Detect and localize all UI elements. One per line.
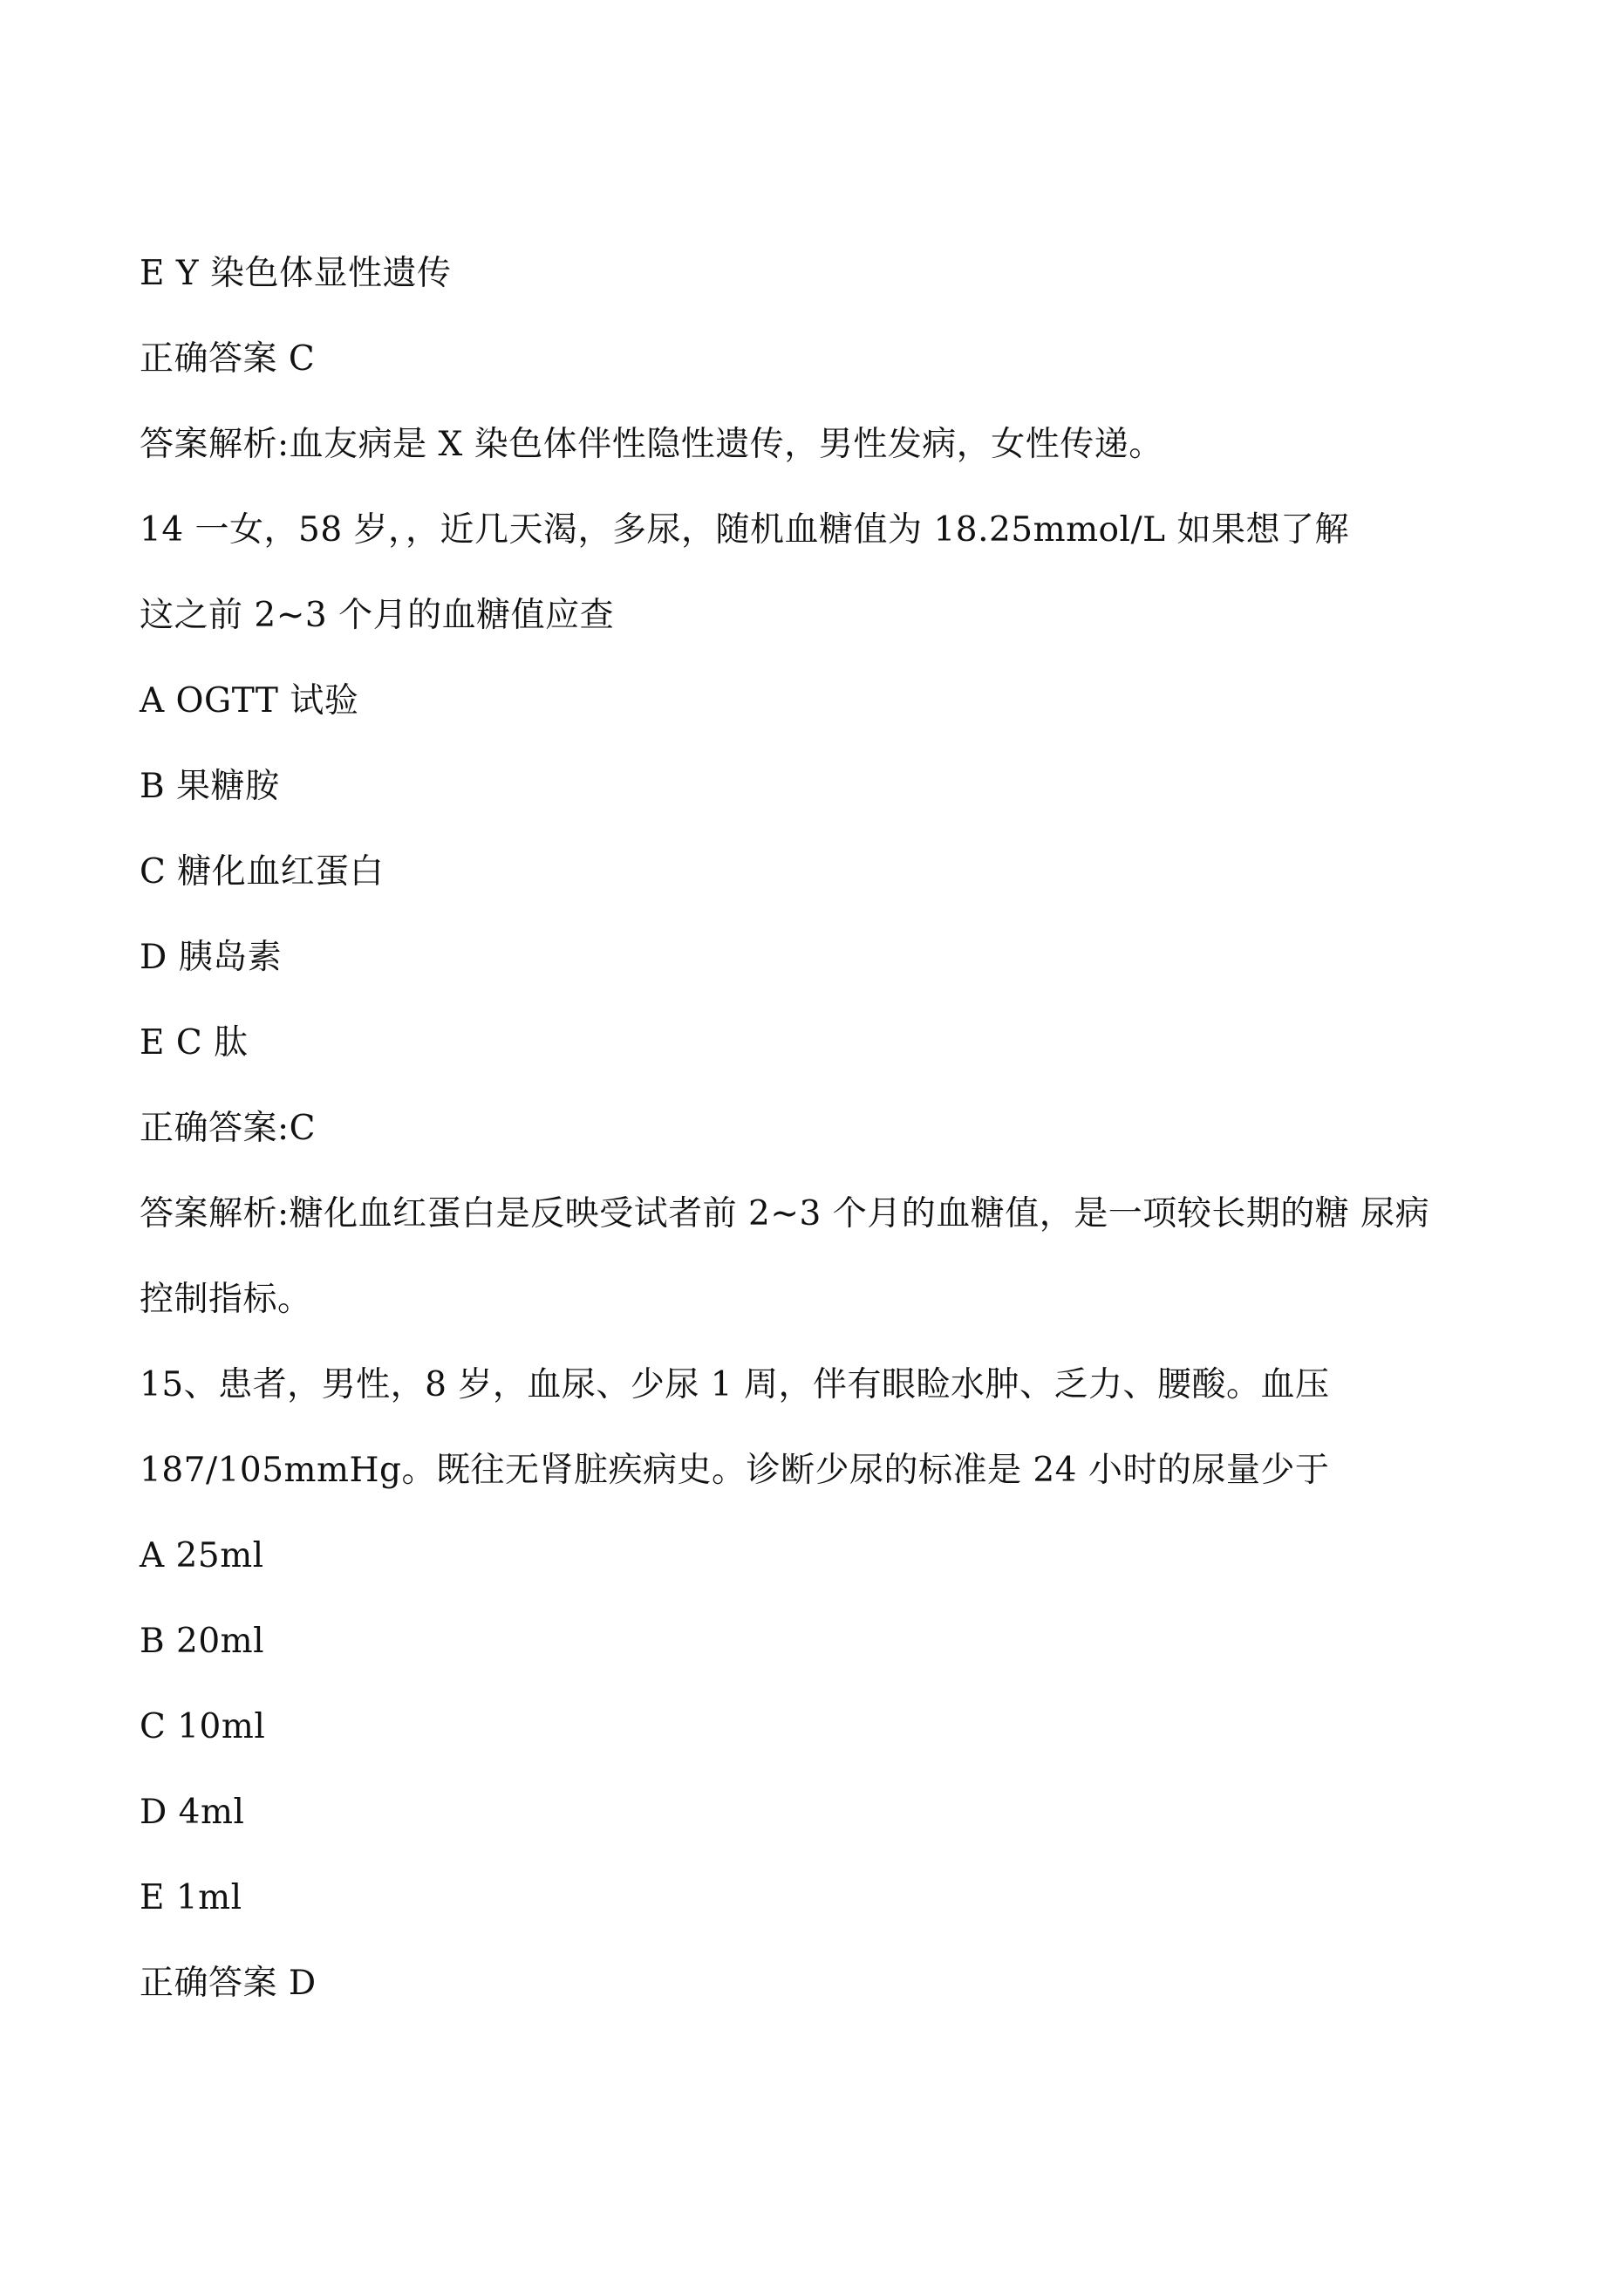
explanation-line: 控制指标。 [140,1280,312,1319]
option-line: A 25ml [140,1536,264,1575]
option-line: C 糖化血红蛋白 [140,852,385,892]
option-line: D 胰岛素 [140,938,283,977]
option-line: B 20ml [140,1622,265,1661]
option-line: B 果糖胺 [140,767,280,806]
option-line: A OGTT 试验 [140,681,359,721]
question-line: 15、患者，男性，8 岁，血尿、少尿 1 周，伴有眼睑水肿、乏力、腰酸。血压 [140,1365,1330,1404]
explanation-line: 答案解析:血友病是 X 染色体伴性隐性遗传，男性发病，女性传递。 [140,425,1163,464]
option-line: D 4ml [140,1793,245,1832]
answer-line: 正确答案 C [140,339,316,379]
question-line: 这之前 2~3 个月的血糖值应查 [140,596,615,635]
answer-line: 正确答案 D [140,1964,317,2003]
option-line: E C 肽 [140,1023,249,1063]
option-line: C 10ml [140,1707,266,1746]
option-line: E Y 染色体显性遗传 [140,254,452,293]
question-line: 14 一女，58 岁，，近几天渴，多尿，随机血糖值为 18.25mmol/L 如果想了解 [140,510,1349,550]
explanation-line: 答案解析:糖化血红蛋白是反映受试者前 2~3 个月的血糖值，是一项较长期的糖 尿病 [140,1194,1430,1233]
question-line: 187/105mmHg。既往无肾脏疾病史。诊断少尿的标准是 24 小时的尿量少于 [140,1451,1330,1490]
answer-line: 正确答案:C [140,1109,316,1148]
option-line: E 1ml [140,1878,242,1917]
